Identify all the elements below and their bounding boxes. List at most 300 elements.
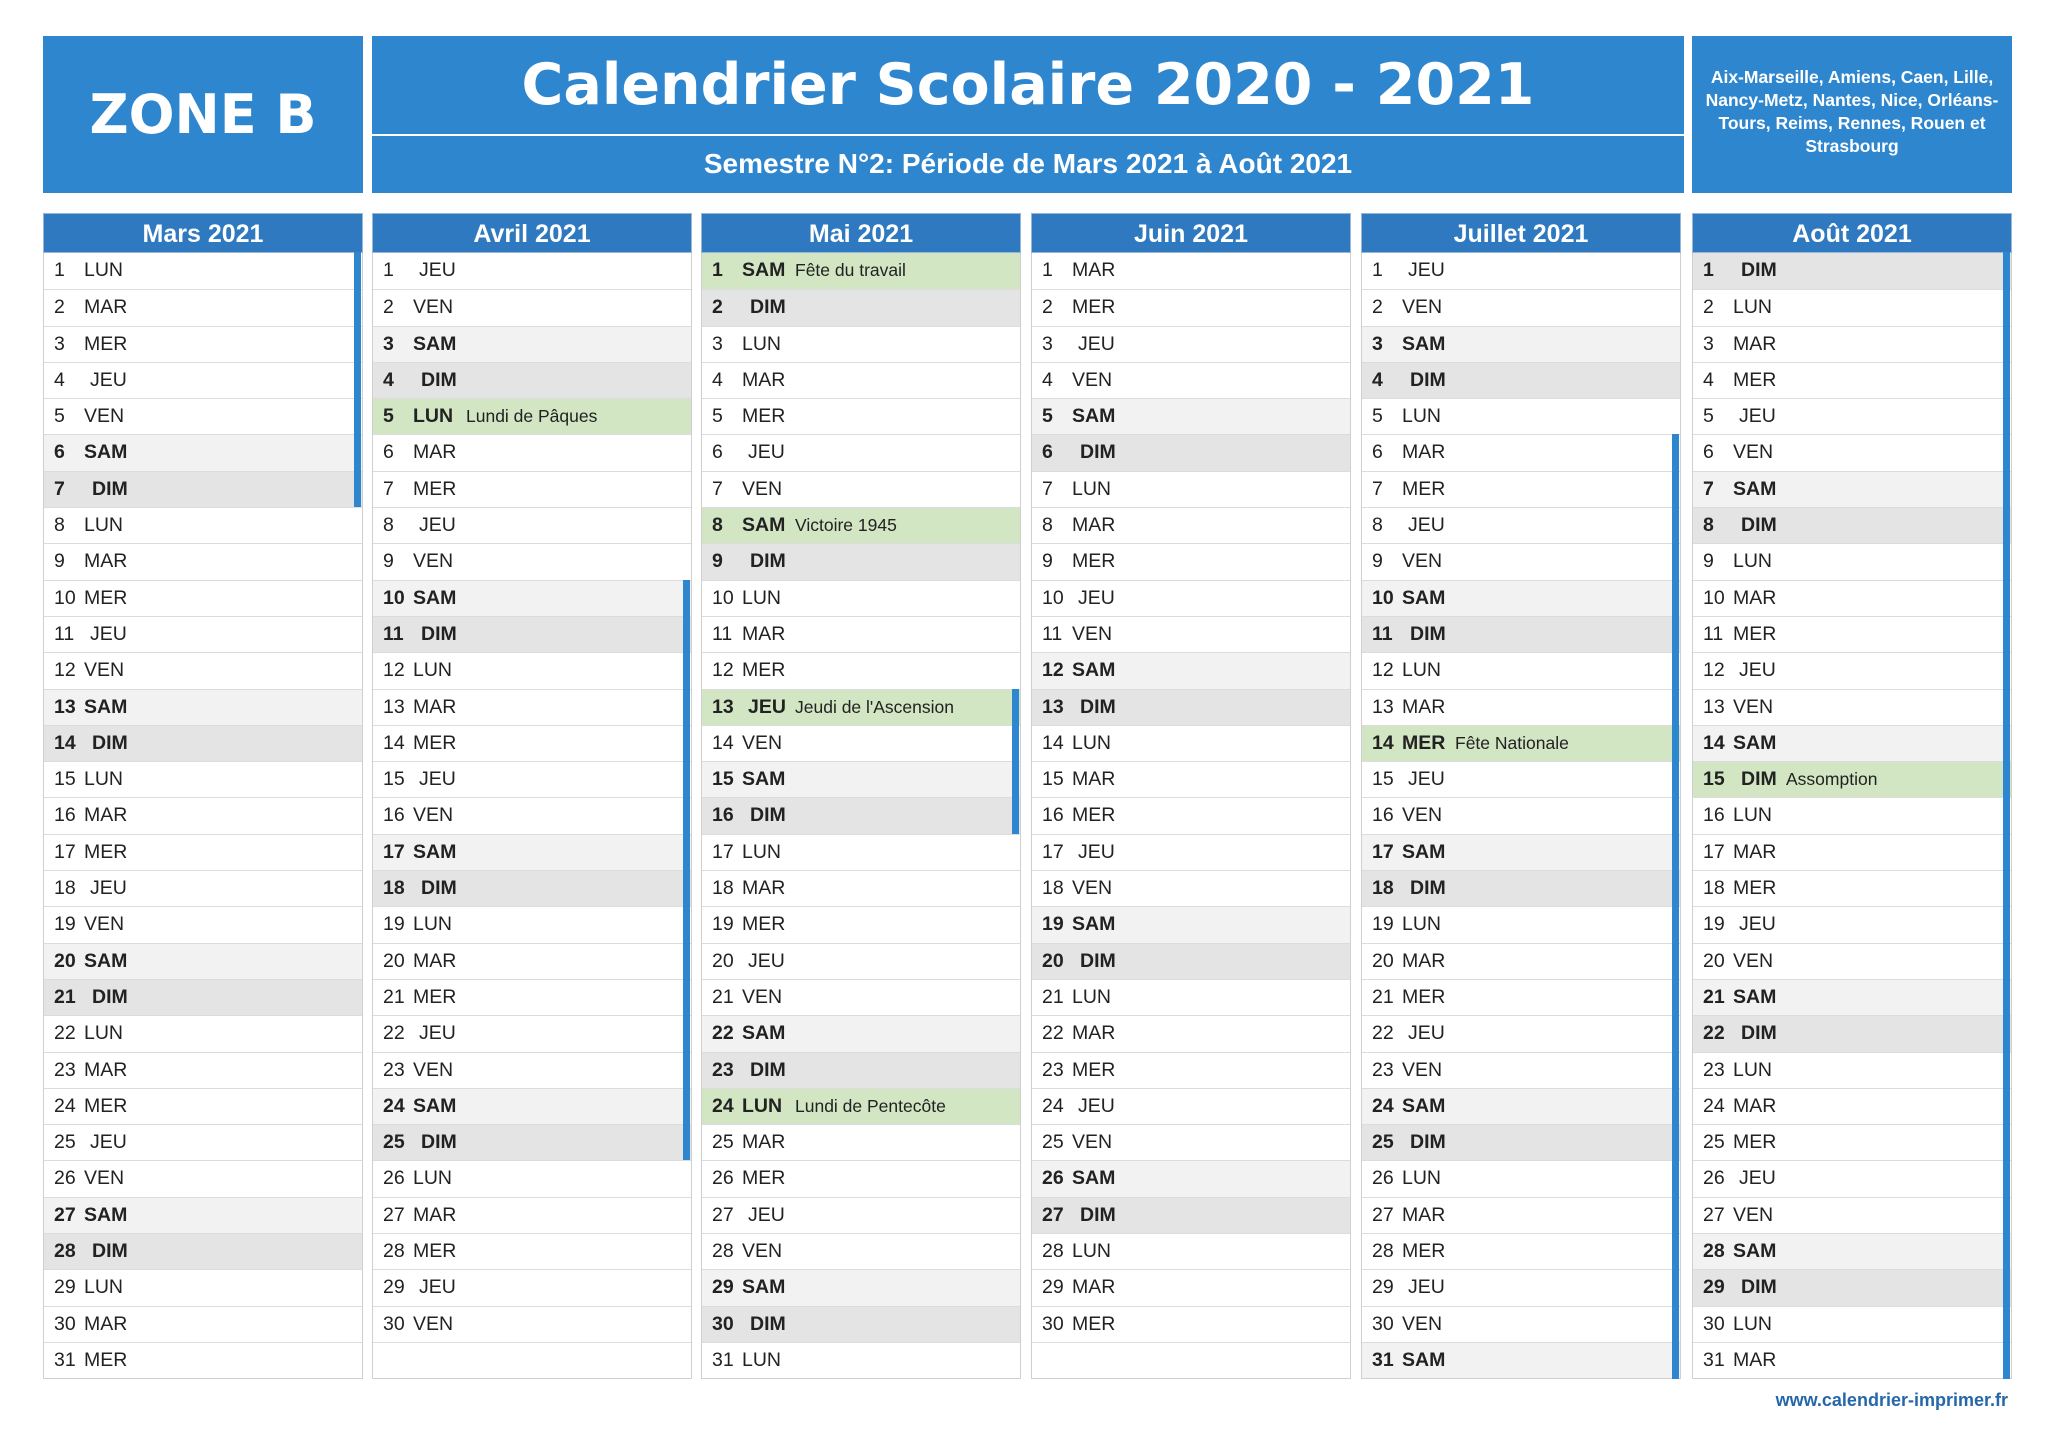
day-number: 26	[1042, 1167, 1064, 1190]
day-row	[1032, 398, 1350, 434]
weekday-name: LUN	[1733, 550, 1773, 573]
day-number: 31	[1372, 1348, 1394, 1371]
weekday-name: MAR	[413, 441, 457, 464]
day-number: 15	[1703, 768, 1725, 791]
weekday-name: DIM	[750, 804, 786, 827]
holiday-name: Lundi de Pâques	[466, 406, 598, 427]
weekday-name: LUN	[1072, 731, 1112, 754]
day-row	[702, 253, 1020, 289]
day-row	[702, 543, 1020, 579]
day-number: 28	[1042, 1240, 1064, 1263]
weekday-name: DIM	[1080, 695, 1116, 718]
month-column	[43, 213, 363, 1379]
day-number: 2	[1042, 296, 1053, 319]
day-row	[44, 761, 362, 797]
weekday-name: MAR	[1733, 1348, 1777, 1371]
day-row	[1693, 834, 2011, 870]
day-row	[44, 1233, 362, 1269]
weekday-name: DIM	[750, 296, 786, 319]
day-number: 23	[712, 1058, 734, 1081]
weekday-name: LUN	[84, 1022, 124, 1045]
day-row	[44, 580, 362, 616]
vacation-marker	[1672, 797, 1679, 834]
day-number: 20	[54, 949, 76, 972]
weekday-name: SAM	[1072, 659, 1116, 682]
day-number: 10	[1042, 586, 1064, 609]
weekday-name: LUN	[413, 405, 454, 428]
vacation-marker	[683, 870, 690, 907]
day-row	[702, 1124, 1020, 1160]
holiday-name: Fête Nationale	[1455, 732, 1569, 753]
day-row	[44, 870, 362, 906]
day-row	[1693, 725, 2011, 761]
day-row	[1032, 689, 1350, 725]
weekday-name: VEN	[1072, 622, 1113, 645]
day-row	[1362, 1052, 1680, 1088]
day-row	[1362, 398, 1680, 434]
day-row	[1693, 1233, 2011, 1269]
empty-row	[373, 1342, 691, 1378]
month-column	[701, 213, 1021, 1379]
day-number: 27	[1372, 1203, 1394, 1226]
weekday-name: MER	[84, 586, 128, 609]
day-row	[1693, 943, 2011, 979]
day-row	[44, 1342, 362, 1378]
day-row	[1362, 761, 1680, 797]
weekday-name: MER	[1402, 985, 1446, 1008]
day-number: 28	[712, 1240, 734, 1263]
day-number: 30	[1372, 1312, 1394, 1335]
day-number: 9	[383, 550, 394, 573]
weekday-name: DIM	[1741, 768, 1777, 791]
month-header: Avril 2021	[372, 213, 692, 253]
empty-row	[1032, 1342, 1350, 1378]
weekday-name: DIM	[421, 1131, 457, 1154]
academies-list: Aix-Marseille, Amiens, Caen, Lille, Nancy-Metz, Nantes, Nice, Orléans-Tours, Reims, Rennes, Rouen et Strasbourg	[1692, 36, 2012, 193]
day-row	[1032, 725, 1350, 761]
vacation-marker	[1672, 1052, 1679, 1089]
weekday-name: SAM	[84, 441, 128, 464]
vacation-marker	[683, 1015, 690, 1052]
day-number: 2	[54, 296, 65, 319]
day-row	[44, 943, 362, 979]
day-row	[1693, 289, 2011, 325]
weekday-name: SAM	[1733, 1240, 1777, 1263]
day-number: 9	[54, 550, 65, 573]
vacation-marker	[1672, 1160, 1679, 1197]
vacation-marker	[1012, 761, 1019, 798]
vacation-marker	[2003, 1269, 2010, 1306]
day-number: 2	[383, 296, 394, 319]
day-number: 6	[712, 441, 723, 464]
day-row	[373, 1088, 691, 1124]
day-list	[1692, 253, 2012, 1379]
weekday-name: MAR	[1072, 1022, 1116, 1045]
day-number: 15	[712, 768, 734, 791]
weekday-name: VEN	[413, 1058, 454, 1081]
vacation-marker	[2003, 797, 2010, 834]
weekday-name: LUN	[1402, 405, 1442, 428]
day-row	[702, 1233, 1020, 1269]
day-row	[702, 471, 1020, 507]
weekday-name: SAM	[1733, 477, 1777, 500]
weekday-name: MAR	[84, 1312, 128, 1335]
weekday-name: MER	[84, 332, 128, 355]
weekday-name: DIM	[1080, 441, 1116, 464]
day-number: 7	[712, 477, 723, 500]
day-number: 24	[1372, 1094, 1394, 1117]
day-row	[1693, 543, 2011, 579]
day-number: 14	[1372, 731, 1394, 754]
day-number: 23	[54, 1058, 76, 1081]
weekday-name: DIM	[421, 622, 457, 645]
weekday-name: VEN	[1733, 949, 1774, 972]
day-row	[373, 1197, 691, 1233]
weekday-name: SAM	[742, 1022, 786, 1045]
weekday-name: MER	[1733, 1131, 1777, 1154]
weekday-name: JEU	[90, 368, 127, 391]
day-row	[702, 1160, 1020, 1196]
day-number: 18	[1042, 877, 1064, 900]
weekday-name: DIM	[92, 477, 128, 500]
day-number: 8	[1372, 514, 1383, 537]
day-row	[702, 906, 1020, 942]
day-row	[373, 1124, 691, 1160]
day-row	[44, 725, 362, 761]
day-row	[1362, 326, 1680, 362]
day-row	[44, 543, 362, 579]
weekday-name: DIM	[1741, 1022, 1777, 1045]
day-row	[1693, 1306, 2011, 1342]
weekday-name: JEU	[90, 1131, 127, 1154]
weekday-name: SAM	[413, 586, 457, 609]
day-row	[1362, 616, 1680, 652]
vacation-marker	[354, 471, 361, 508]
day-row	[1693, 979, 2011, 1015]
weekday-name: DIM	[1080, 1203, 1116, 1226]
month-header: Juin 2021	[1031, 213, 1351, 253]
vacation-marker	[1672, 1015, 1679, 1052]
weekday-name: VEN	[413, 550, 454, 573]
day-number: 13	[1372, 695, 1394, 718]
day-row	[1362, 253, 1680, 289]
weekday-name: VEN	[84, 913, 125, 936]
weekday-name: MAR	[742, 1131, 786, 1154]
day-row	[44, 906, 362, 942]
weekday-name: VEN	[413, 296, 454, 319]
day-row	[44, 1052, 362, 1088]
day-row	[702, 834, 1020, 870]
day-row	[1032, 1015, 1350, 1051]
day-number: 1	[1042, 259, 1053, 281]
day-row	[373, 870, 691, 906]
vacation-marker	[1672, 834, 1679, 871]
day-row	[373, 434, 691, 470]
day-row	[702, 652, 1020, 688]
footer-url[interactable]: www.calendrier-imprimer.fr	[1775, 1390, 2008, 1410]
vacation-marker	[1672, 616, 1679, 653]
vacation-marker	[1012, 797, 1019, 834]
vacation-marker	[2003, 1197, 2010, 1234]
day-number: 5	[1703, 405, 1714, 428]
day-row	[44, 1306, 362, 1342]
day-row	[1032, 326, 1350, 362]
vacation-marker	[1672, 580, 1679, 617]
weekday-name: MAR	[1733, 840, 1777, 863]
day-number: 3	[383, 332, 394, 355]
day-number: 6	[383, 441, 394, 464]
weekday-name: SAM	[1733, 985, 1777, 1008]
day-number: 11	[1372, 622, 1393, 645]
day-number: 26	[54, 1167, 76, 1190]
day-list	[701, 253, 1021, 1379]
day-number: 17	[1042, 840, 1064, 863]
day-row	[702, 616, 1020, 652]
day-row	[373, 471, 691, 507]
weekday-name: VEN	[1072, 368, 1113, 391]
day-row	[44, 1015, 362, 1051]
day-number: 21	[1372, 985, 1394, 1008]
weekday-name: VEN	[1733, 1203, 1774, 1226]
vacation-marker	[1672, 1088, 1679, 1125]
day-row	[373, 507, 691, 543]
weekday-name: LUN	[1733, 1058, 1773, 1081]
weekday-name: DIM	[1741, 1276, 1777, 1299]
vacation-marker	[2003, 834, 2010, 871]
weekday-name: MER	[1072, 550, 1116, 573]
weekday-name: SAM	[84, 695, 128, 718]
vacation-marker	[2003, 906, 2010, 943]
day-number: 26	[712, 1167, 734, 1190]
day-row	[373, 580, 691, 616]
day-number: 4	[1042, 368, 1053, 391]
day-row	[702, 870, 1020, 906]
vacation-marker	[1672, 979, 1679, 1016]
weekday-name: JEU	[1408, 768, 1445, 791]
day-number: 25	[383, 1131, 405, 1154]
day-number: 5	[1042, 405, 1053, 428]
weekday-name: JEU	[748, 695, 786, 718]
day-number: 8	[54, 514, 65, 537]
weekday-name: JEU	[1408, 1276, 1445, 1299]
weekday-name: MER	[742, 913, 786, 936]
day-row	[702, 580, 1020, 616]
page-subtitle: Semestre N°2: Période de Mars 2021 à Août 2021	[703, 148, 1353, 179]
vacation-marker	[2003, 1015, 2010, 1052]
day-row	[1362, 979, 1680, 1015]
day-row	[702, 362, 1020, 398]
weekday-name: MER	[1733, 622, 1777, 645]
weekday-name: LUN	[742, 1348, 782, 1371]
weekday-name: JEU	[419, 259, 456, 281]
weekday-name: SAM	[84, 1203, 128, 1226]
zone-label: ZONE B	[43, 36, 363, 193]
day-number: 30	[1042, 1312, 1064, 1335]
day-number: 19	[383, 913, 405, 936]
day-row	[702, 1088, 1020, 1124]
day-row	[1693, 326, 2011, 362]
day-row	[373, 1160, 691, 1196]
day-number: 22	[1703, 1022, 1725, 1045]
day-number: 31	[712, 1348, 734, 1371]
day-row	[1693, 652, 2011, 688]
day-number: 3	[1042, 332, 1053, 355]
day-number: 12	[1703, 659, 1725, 682]
weekday-name: VEN	[742, 985, 783, 1008]
weekday-name: VEN	[1733, 441, 1774, 464]
day-row	[1362, 943, 1680, 979]
day-number: 29	[383, 1276, 405, 1299]
weekday-name: JEU	[419, 514, 456, 537]
weekday-name: VEN	[742, 731, 783, 754]
weekday-name: DIM	[1410, 622, 1446, 645]
day-list	[1031, 253, 1351, 1379]
day-number: 17	[1703, 840, 1725, 863]
day-row	[44, 326, 362, 362]
day-row	[1693, 1052, 2011, 1088]
month-header: Mai 2021	[701, 213, 1021, 253]
weekday-name: MAR	[742, 368, 786, 391]
day-number: 1	[1703, 259, 1714, 281]
day-number: 16	[1042, 804, 1064, 827]
day-number: 19	[54, 913, 76, 936]
vacation-marker	[2003, 1233, 2010, 1270]
vacation-marker	[2003, 289, 2010, 326]
day-number: 30	[54, 1312, 76, 1335]
day-number: 22	[1042, 1022, 1064, 1045]
day-list	[43, 253, 363, 1379]
day-row	[702, 434, 1020, 470]
day-row	[44, 1160, 362, 1196]
day-row	[44, 253, 362, 289]
day-number: 5	[1372, 405, 1383, 428]
vacation-marker	[2003, 1160, 2010, 1197]
day-number: 9	[1372, 550, 1383, 573]
vacation-marker	[1672, 906, 1679, 943]
weekday-name: MAR	[1402, 441, 1446, 464]
weekday-name: VEN	[1402, 1312, 1443, 1335]
day-row	[373, 616, 691, 652]
vacation-marker	[683, 1124, 690, 1161]
day-row	[1032, 834, 1350, 870]
weekday-name: DIM	[1410, 877, 1446, 900]
day-number: 18	[54, 877, 76, 900]
weekday-name: DIM	[92, 731, 128, 754]
vacation-marker	[2003, 398, 2010, 435]
day-number: 3	[712, 332, 723, 355]
weekday-name: VEN	[1402, 296, 1443, 319]
day-row	[1693, 870, 2011, 906]
weekday-name: LUN	[84, 259, 124, 281]
vacation-marker	[683, 761, 690, 798]
vacation-marker	[1672, 1269, 1679, 1306]
day-number: 5	[54, 405, 65, 428]
weekday-name: JEU	[748, 441, 785, 464]
day-row	[1032, 870, 1350, 906]
weekday-name: JEU	[748, 949, 785, 972]
day-number: 24	[712, 1094, 734, 1117]
weekday-name: SAM	[413, 840, 457, 863]
day-number: 23	[1703, 1058, 1725, 1081]
vacation-marker	[683, 689, 690, 726]
day-row	[1362, 434, 1680, 470]
holiday-name: Assomption	[1786, 769, 1878, 790]
day-number: 10	[383, 586, 405, 609]
day-row	[1032, 616, 1350, 652]
day-number: 19	[1372, 913, 1394, 936]
vacation-marker	[2003, 616, 2010, 653]
vacation-marker	[1672, 652, 1679, 689]
day-row	[1362, 652, 1680, 688]
vacation-marker	[1672, 725, 1679, 762]
day-number: 29	[54, 1276, 76, 1299]
vacation-marker	[1672, 471, 1679, 508]
day-row	[702, 761, 1020, 797]
weekday-name: JEU	[748, 1203, 785, 1226]
day-row	[1693, 434, 2011, 470]
day-number: 12	[712, 659, 734, 682]
day-number: 20	[712, 949, 734, 972]
vacation-marker	[1672, 1342, 1679, 1379]
day-number: 25	[712, 1131, 734, 1154]
day-number: 25	[1372, 1131, 1394, 1154]
day-row	[1032, 253, 1350, 289]
day-number: 7	[1372, 477, 1383, 500]
day-number: 25	[1703, 1131, 1725, 1154]
weekday-name: DIM	[750, 550, 786, 573]
day-number: 26	[383, 1167, 405, 1190]
day-number: 14	[1042, 731, 1064, 754]
day-row	[44, 1197, 362, 1233]
day-number: 18	[1703, 877, 1725, 900]
vacation-marker	[1672, 870, 1679, 907]
weekday-name: SAM	[1072, 1167, 1116, 1190]
day-row	[373, 761, 691, 797]
weekday-name: MAR	[1072, 1276, 1116, 1299]
day-number: 8	[1042, 514, 1053, 537]
page-title: Calendrier Scolaire 2020 - 2021	[521, 52, 1535, 118]
holiday-name: Victoire 1945	[795, 515, 897, 536]
day-row	[1362, 362, 1680, 398]
weekday-name: JEU	[1739, 913, 1776, 936]
day-row	[702, 398, 1020, 434]
weekday-name: MER	[413, 731, 457, 754]
weekday-name: DIM	[750, 1312, 786, 1335]
day-row	[1693, 1124, 2011, 1160]
day-row	[1032, 943, 1350, 979]
weekday-name: LUN	[1733, 804, 1773, 827]
day-number: 3	[54, 332, 65, 355]
day-row	[1362, 543, 1680, 579]
weekday-name: MER	[413, 985, 457, 1008]
weekday-name: MAR	[742, 622, 786, 645]
day-number: 14	[383, 731, 405, 754]
day-number: 7	[1042, 477, 1053, 500]
day-number: 29	[1703, 1276, 1725, 1299]
vacation-marker	[683, 616, 690, 653]
weekday-name: MAR	[1402, 695, 1446, 718]
day-number: 12	[1042, 659, 1064, 682]
day-number: 2	[1372, 296, 1383, 319]
vacation-marker	[2003, 1088, 2010, 1125]
month-header: Mars 2021	[43, 213, 363, 253]
weekday-name: VEN	[413, 1312, 454, 1335]
day-row	[44, 979, 362, 1015]
weekday-name: MAR	[1733, 332, 1777, 355]
day-number: 7	[1703, 477, 1714, 500]
day-number: 2	[1703, 296, 1714, 319]
day-row	[1362, 906, 1680, 942]
